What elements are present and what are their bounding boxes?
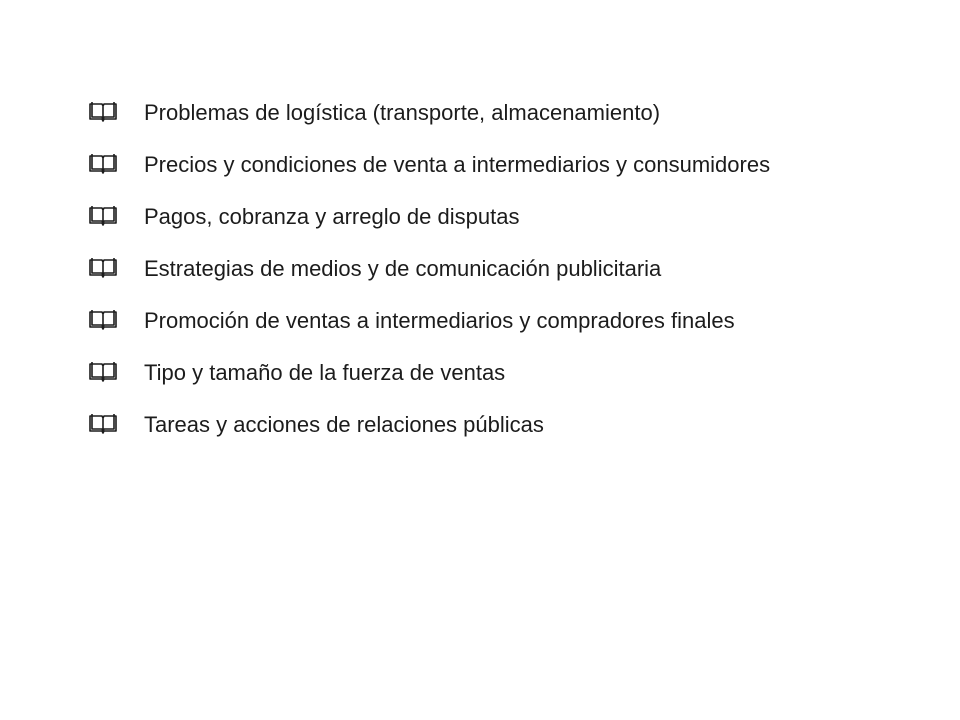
bullet-list (88, 98, 848, 462)
list-item (88, 358, 848, 388)
list-item-text: Tareas y acciones de relaciones públicas (144, 412, 544, 437)
list-item-text: Precios y condiciones de venta a intermediarios y consumidores (144, 152, 771, 177)
list-item (88, 202, 848, 232)
open-book-icon (88, 257, 118, 279)
list-item-text: Pagos, cobranza y arreglo de disputas (144, 204, 520, 229)
open-book-icon (88, 101, 118, 123)
open-book-icon (88, 153, 118, 175)
open-book-icon (88, 413, 118, 435)
list-item (88, 150, 848, 180)
list-item (88, 254, 848, 284)
list-item (88, 306, 848, 336)
list-item-text: Promoción de ventas a intermediarios y compradores finales (144, 308, 735, 333)
list-item (88, 410, 848, 440)
list-item-text: Problemas de logística (transporte, almacenamiento) (144, 100, 661, 125)
list-item-text: Tipo y tamaño de la fuerza de ventas (144, 360, 506, 385)
open-book-icon (88, 205, 118, 227)
open-book-icon (88, 309, 118, 331)
list-item-text: Estrategias de medios y de comunicación publicitaria (144, 256, 662, 281)
list-item (88, 98, 848, 128)
open-book-icon (88, 361, 118, 383)
